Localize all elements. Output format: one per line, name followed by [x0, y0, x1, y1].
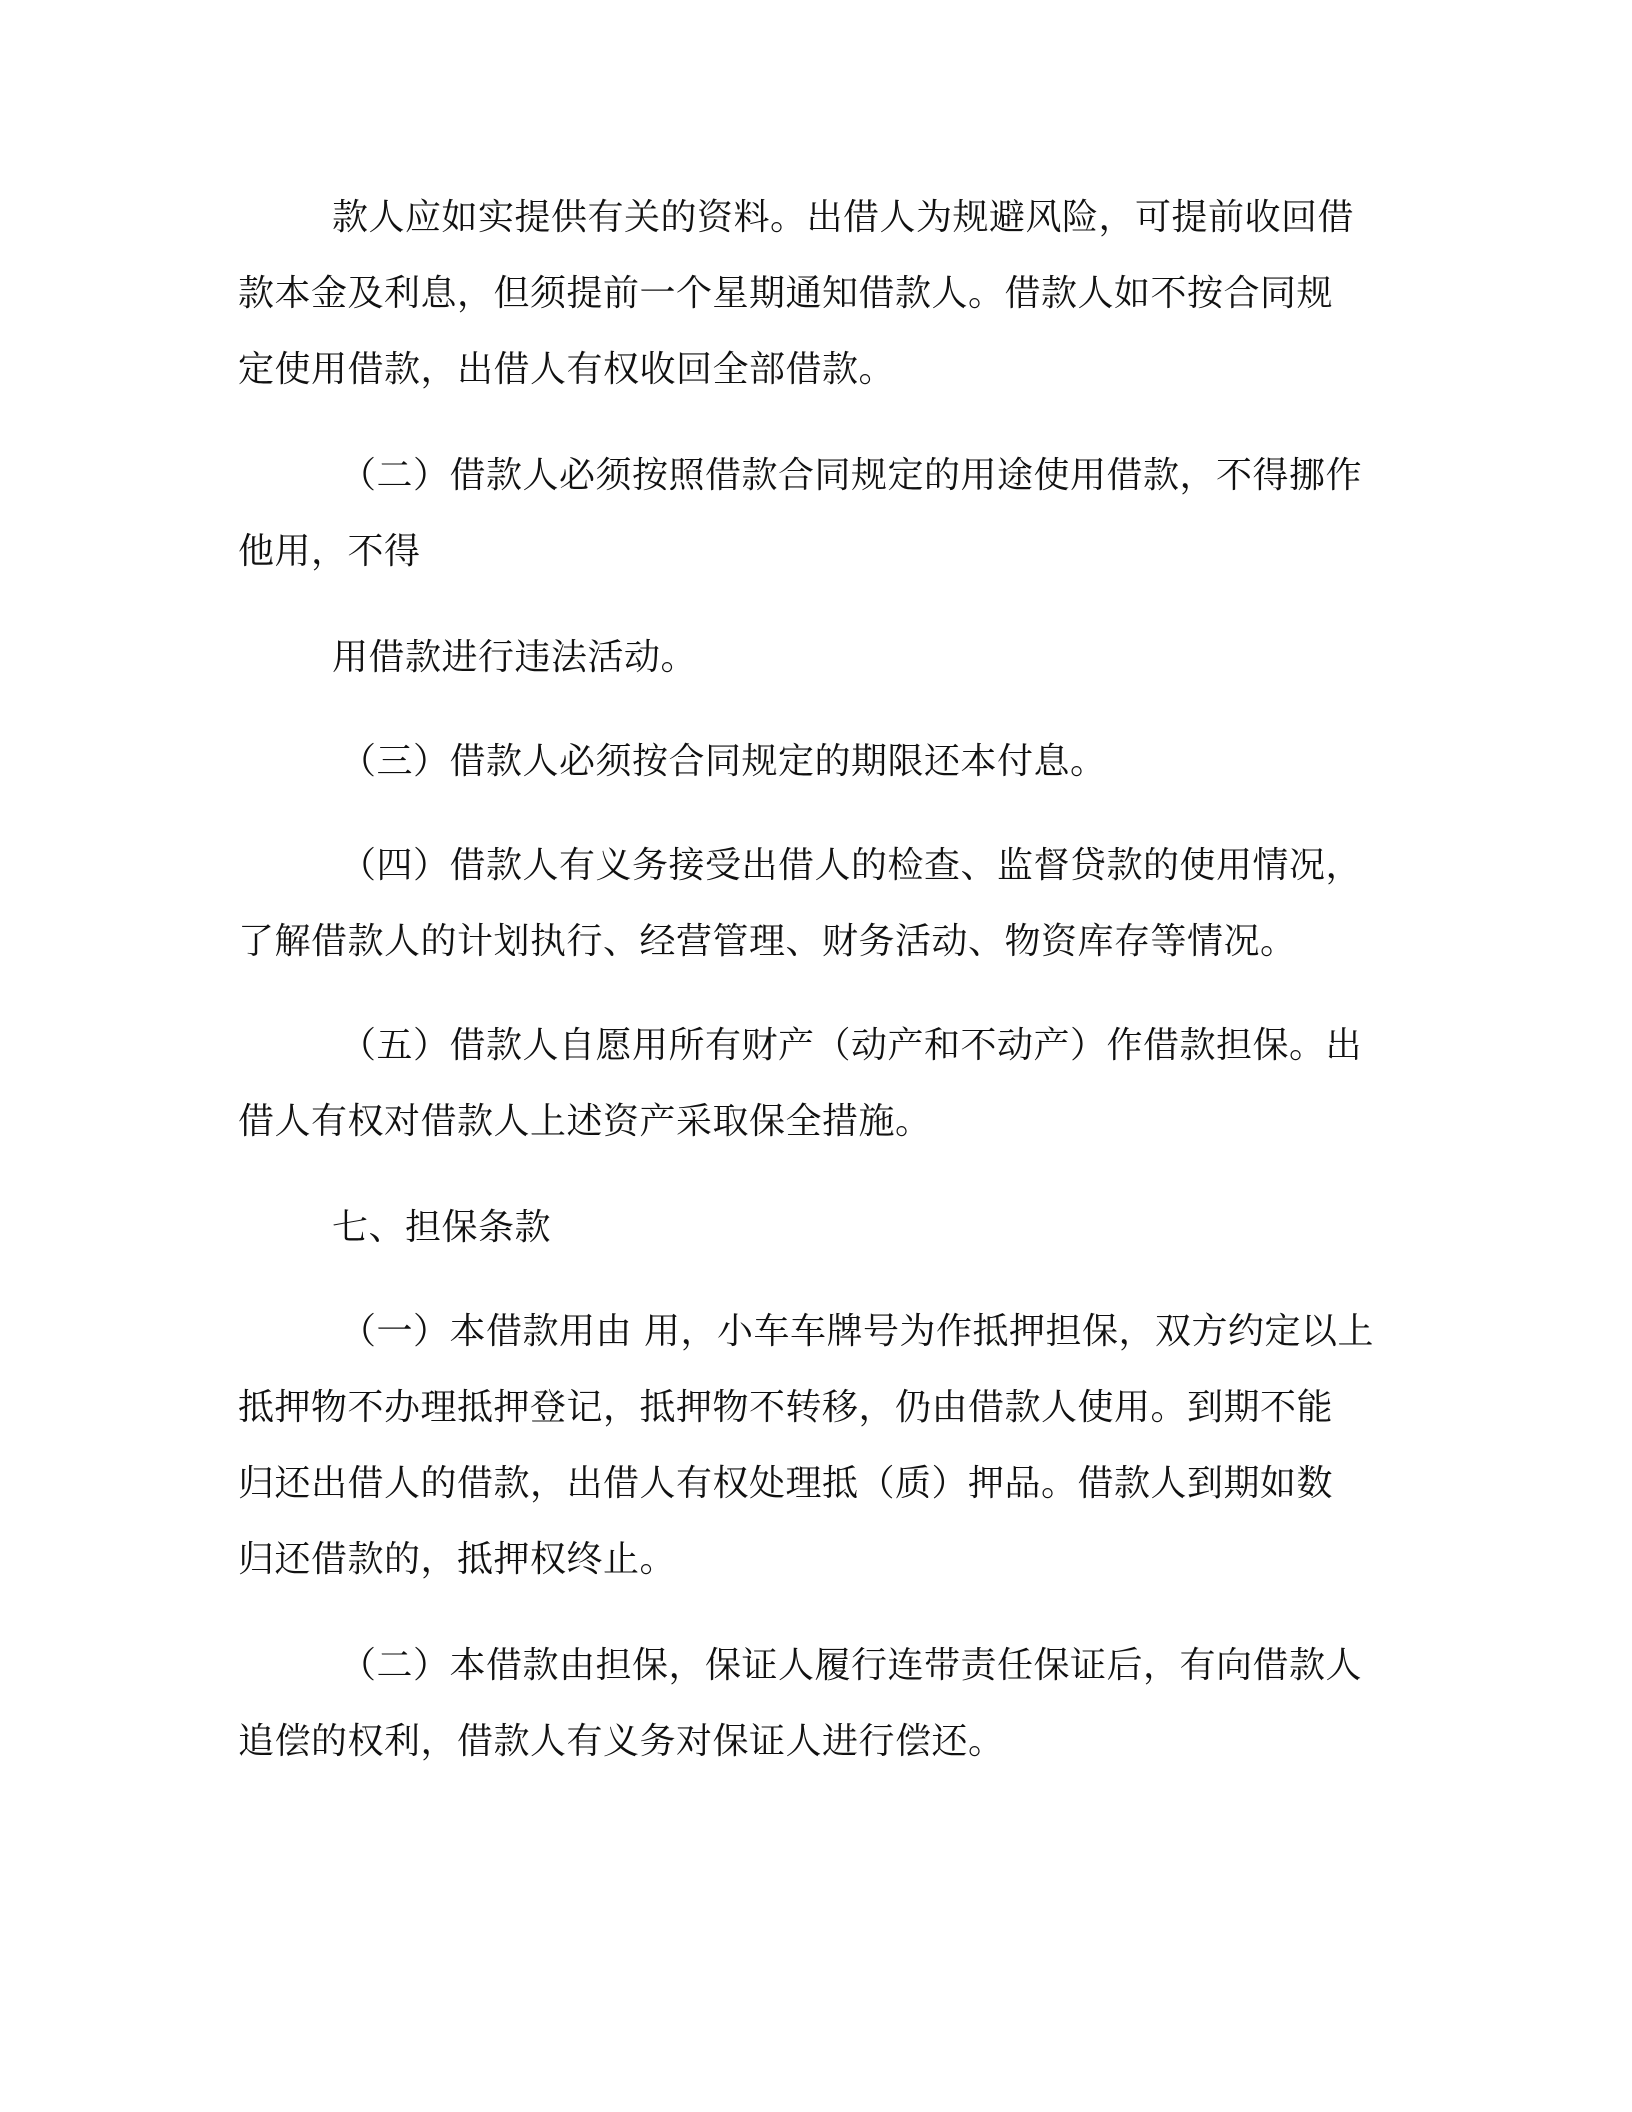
para1-line2: 款本金及利息，但须提前一个星期通知借款人。借款人如不按合同规 — [238, 273, 1334, 314]
para7-line1: （一）本借款用由 用，小车车牌号为作抵押担保，双方约定以上 — [340, 1311, 1374, 1352]
para5-line1: （四）借款人有义务接受出借人的检查、监督贷款的使用情况， — [340, 845, 1363, 886]
para4-line1: （三）借款人必须按合同规定的期限还本付息。 — [340, 741, 1107, 782]
para1-line3: 定使用借款，出借人有权收回全部借款。 — [238, 349, 896, 390]
section-heading: 七、担保条款 — [332, 1207, 552, 1248]
para7-line4: 归还借款的，抵押权终止。 — [238, 1539, 677, 1580]
para7-line3: 归还出借人的借款，出借人有权处理抵（质）押品。借款人到期如数 — [238, 1463, 1334, 1504]
para8-line1: （二）本借款由担保，保证人履行连带责任保证后，有向借款人 — [340, 1645, 1363, 1686]
para7-line2: 抵押物不办理抵押登记，抵押物不转移，仍由借款人使用。到期不能 — [238, 1387, 1334, 1428]
para6-line1: （五）借款人自愿用所有财产（动产和不动产）作借款担保。出 — [340, 1025, 1363, 1066]
para1-line1: 款人应如实提供有关的资料。出借人为规避风险，可提前收回借 — [332, 197, 1355, 238]
para2-line2: 他用，不得 — [238, 531, 421, 572]
para6-line2: 借人有权对借款人上述资产采取保全措施。 — [238, 1101, 932, 1142]
para2-line1: （二）借款人必须按照借款合同规定的用途使用借款，不得挪作 — [340, 455, 1363, 496]
para8-line2: 追偿的权利，借款人有义务对保证人进行偿还。 — [238, 1721, 1005, 1762]
para5-line2: 了解借款人的计划执行、经营管理、财务活动、物资库存等情况。 — [238, 921, 1297, 962]
para3-line1: 用借款进行违法活动。 — [332, 637, 698, 678]
